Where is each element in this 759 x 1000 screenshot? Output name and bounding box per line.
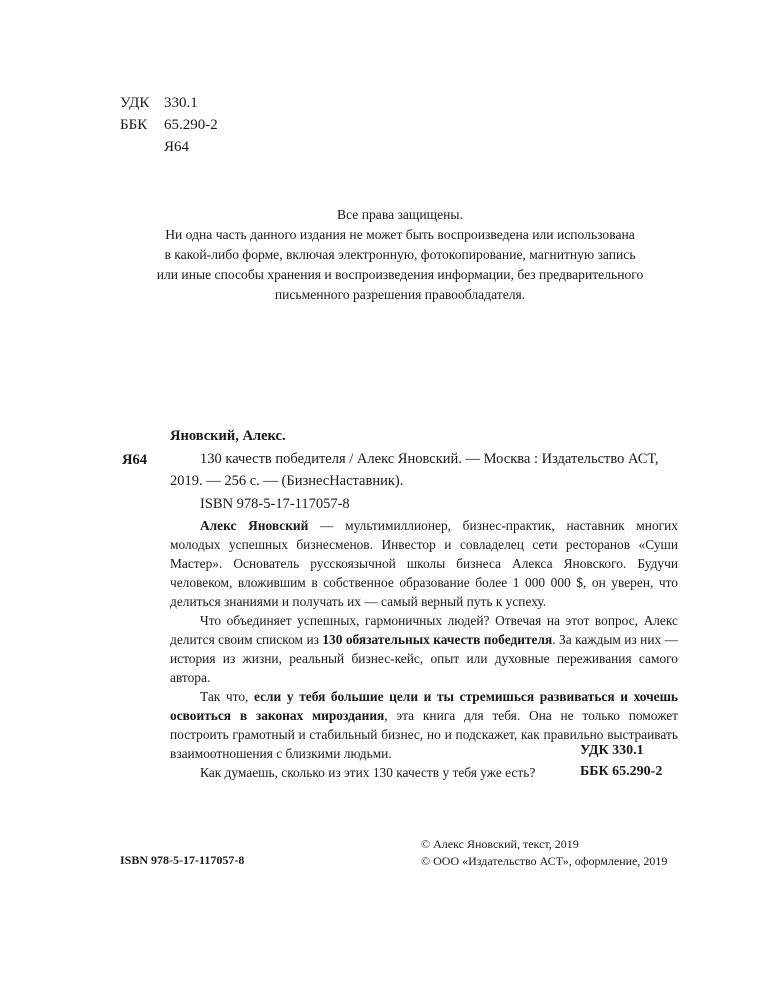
author-heading: Яновский, Алекс.: [170, 428, 286, 444]
udk-bottom: УДК 330.1: [580, 743, 644, 758]
classification-codes: [120, 92, 218, 158]
isbn: ISBN 978-5-17-117057-8: [200, 496, 350, 512]
annotation-paragraph: Как думаешь, сколько из этих 130 качеств у тебя уже есть?: [200, 765, 536, 780]
rights-line: или иные способы хранения и воспроизведения информации, без предварительного: [156, 267, 644, 282]
annotation-text: . За каждым из них — история из жизни, реальный бизнес-кейс, опыт или духовные переживания самого автора.: [170, 632, 678, 685]
annotation-text: Так что,: [200, 689, 254, 704]
description-line: 2019. — 256 с. — (БизнесНаставник).: [170, 473, 404, 489]
isbn-footer: ISBN 978-5-17-117057-8: [120, 853, 245, 867]
copyright-line: © ООО «Издательство АСТ», оформление, 2019: [421, 854, 668, 868]
rights-line: письменного разрешения правообладателя.: [274, 287, 526, 302]
udk-row: [120, 92, 218, 114]
cutter-code: Я64: [122, 452, 147, 468]
rights-notice: [150, 205, 650, 305]
rights-line: Все права защищены.: [337, 207, 463, 222]
cutter-code-top: Я64: [164, 139, 190, 155]
annotation-emphasis: если у тебя большие цели и ты стремишься развиваться и хочешь освоиться в законах мироздания: [170, 689, 678, 723]
copyright-notice: [421, 836, 667, 870]
bbk-bottom: ББК 65.290-2: [580, 764, 663, 779]
bbk-label: ББК: [120, 117, 148, 133]
rights-line: Ни одна часть данного издания не может быть воспроизведена или использована: [165, 227, 635, 242]
annotation-text: — мультимиллионер, бизнес-практик, наставник многих молодых успешных бизнесменов. Инвестор и совладелец сети ресторанов «Суши Мастер». Основатель русскоязычной школы бизнеса Алекса Яновского. Будучи человеком, вложившим в собственное образование более 1 000 000 $, он уверен, что делиться знаниями и получать их — самый верный путь к успеху.: [170, 518, 678, 609]
author-name-bold: Алекс Яновский: [200, 518, 309, 533]
bbk-row: [120, 114, 218, 136]
copyright-line: © Алекс Яновский, текст, 2019: [421, 837, 579, 851]
annotation-paragraph: [170, 611, 678, 687]
classification-bottom: [580, 740, 662, 782]
bbk-value: 65.290-2: [164, 117, 218, 133]
udk-value: 330.1: [164, 95, 198, 111]
bibliographic-description: [170, 448, 678, 492]
description-line: 130 качеств победителя / Алекс Яновский. — Москва : Издательство АСТ,: [200, 451, 659, 467]
udk-label: УДК: [120, 95, 150, 111]
annotation-text: Что объединяет успешных, гармоничных людей? Отвечая на этот вопрос, Алекс делится своим списком из: [170, 613, 678, 647]
annotation-paragraph: [170, 516, 678, 611]
annotation-text: , эта книга для тебя. Она не только поможет построить грамотный и стабильный бизнес, но и подскажет, как правильно выстраивать взаимоотношения с близкими людьми.: [170, 708, 679, 761]
annotation-emphasis: 130 обязательных качеств победителя: [322, 632, 553, 647]
rights-line: в какой-либо форме, включая электронную, фотокопирование, магнитную запись: [164, 247, 636, 262]
